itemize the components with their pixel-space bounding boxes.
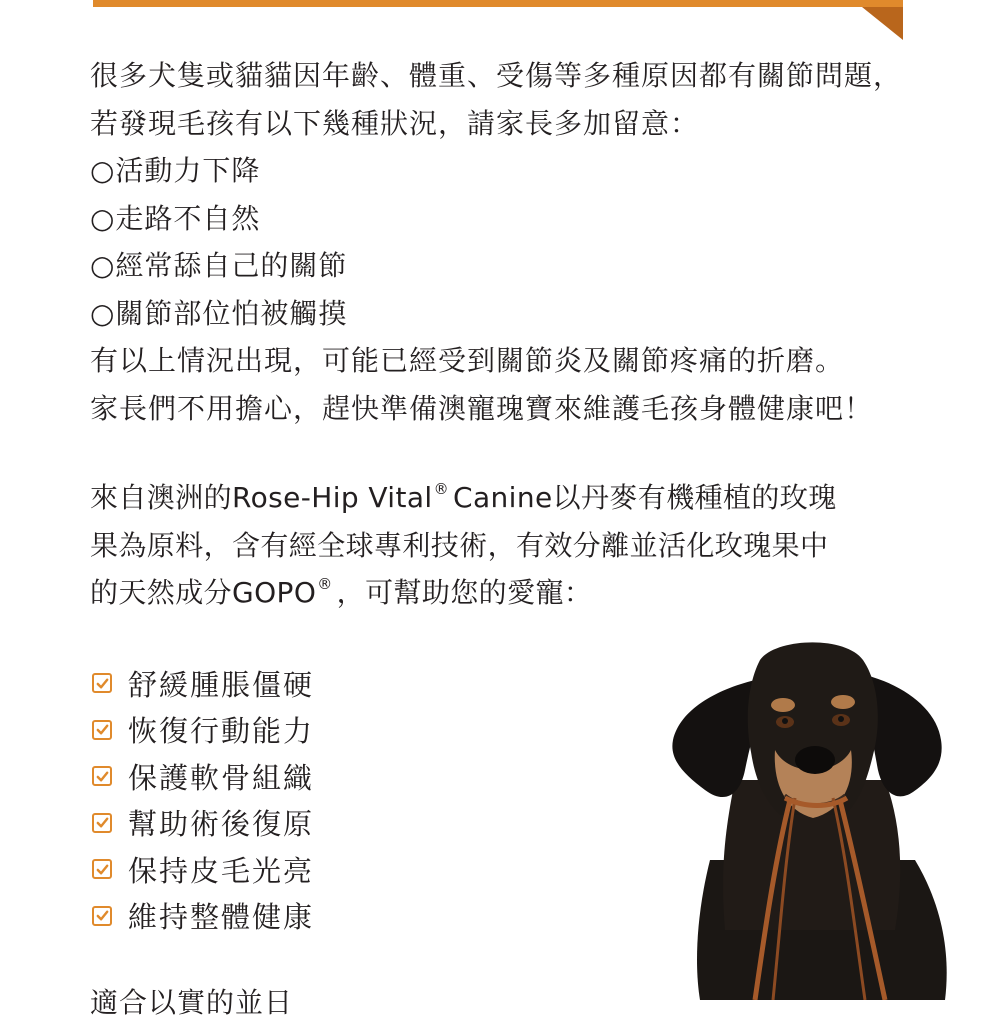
benefit-label: 保持皮毛光亮 — [128, 853, 315, 888]
description-text: 的天然成分GOPO — [90, 576, 317, 609]
symptom-item: ○關節部位怕被觸摸 — [90, 296, 348, 330]
dog-eyebrow — [771, 698, 795, 712]
benefit-item — [92, 800, 612, 847]
registered-mark: ® — [317, 575, 333, 593]
description-text: 來自澳洲的Rose-Hip Vital — [90, 481, 433, 514]
benefit-item — [92, 893, 612, 940]
checkbox-checked-icon — [92, 720, 112, 740]
dog-eyebrow — [831, 695, 855, 709]
description-line — [90, 474, 950, 522]
checkbox-checked-icon — [92, 906, 112, 926]
description-line: 果為原料，含有經全球專利技術，有效分離並活化玫瑰果中 — [90, 528, 829, 562]
top-banner — [93, 0, 903, 7]
description-text: ，可幫助您的愛寵： — [336, 576, 593, 609]
benefit-item — [92, 753, 612, 800]
checkbox-checked-icon — [92, 673, 112, 693]
benefit-label: 恢復行動能力 — [128, 714, 315, 749]
benefit-label: 保護軟骨組織 — [128, 760, 315, 795]
benefit-label: 維持整體健康 — [128, 900, 315, 935]
intro-line: 若發現毛孩有以下幾種狀況，請家長多加留意： — [90, 106, 700, 140]
banner-fold — [862, 7, 903, 40]
intro-line: 家長們不用擔心，趕快準備澳寵瑰寶來維護毛孩身體健康吧！ — [90, 391, 874, 425]
description-text: Canine以丹麥有機種植的玫瑰 — [453, 481, 837, 514]
intro-paragraph — [90, 52, 950, 432]
benefit-label: 幫助術後復原 — [128, 807, 315, 842]
benefit-item — [92, 707, 612, 754]
symptom-item: ○經常舔自己的關節 — [90, 249, 348, 282]
dog-nose — [795, 746, 835, 774]
benefit-list — [92, 660, 612, 939]
intro-line: 很多犬隻或貓貓因年齡、體重、受傷等多種原因都有關節問題， — [90, 59, 903, 92]
symptom-item: ○活動力下降 — [90, 154, 261, 187]
checkbox-checked-icon — [92, 766, 112, 786]
benefit-label: 舒緩腫脹僵硬 — [128, 667, 315, 702]
registered-mark: ® — [433, 480, 449, 498]
bottom-partial-text: 適合以實的並日 — [90, 986, 294, 1019]
checkbox-checked-icon — [92, 813, 112, 833]
product-description — [90, 474, 950, 617]
symptom-item: ○走路不自然 — [90, 201, 261, 235]
intro-line: 有以上情況出現，可能已經受到關節炎及關節疼痛的折磨。 — [90, 344, 845, 377]
dog-photo — [655, 630, 955, 1000]
checkbox-checked-icon — [92, 859, 112, 879]
benefit-item — [92, 660, 612, 707]
description-line — [90, 569, 950, 617]
benefit-item — [92, 846, 612, 893]
